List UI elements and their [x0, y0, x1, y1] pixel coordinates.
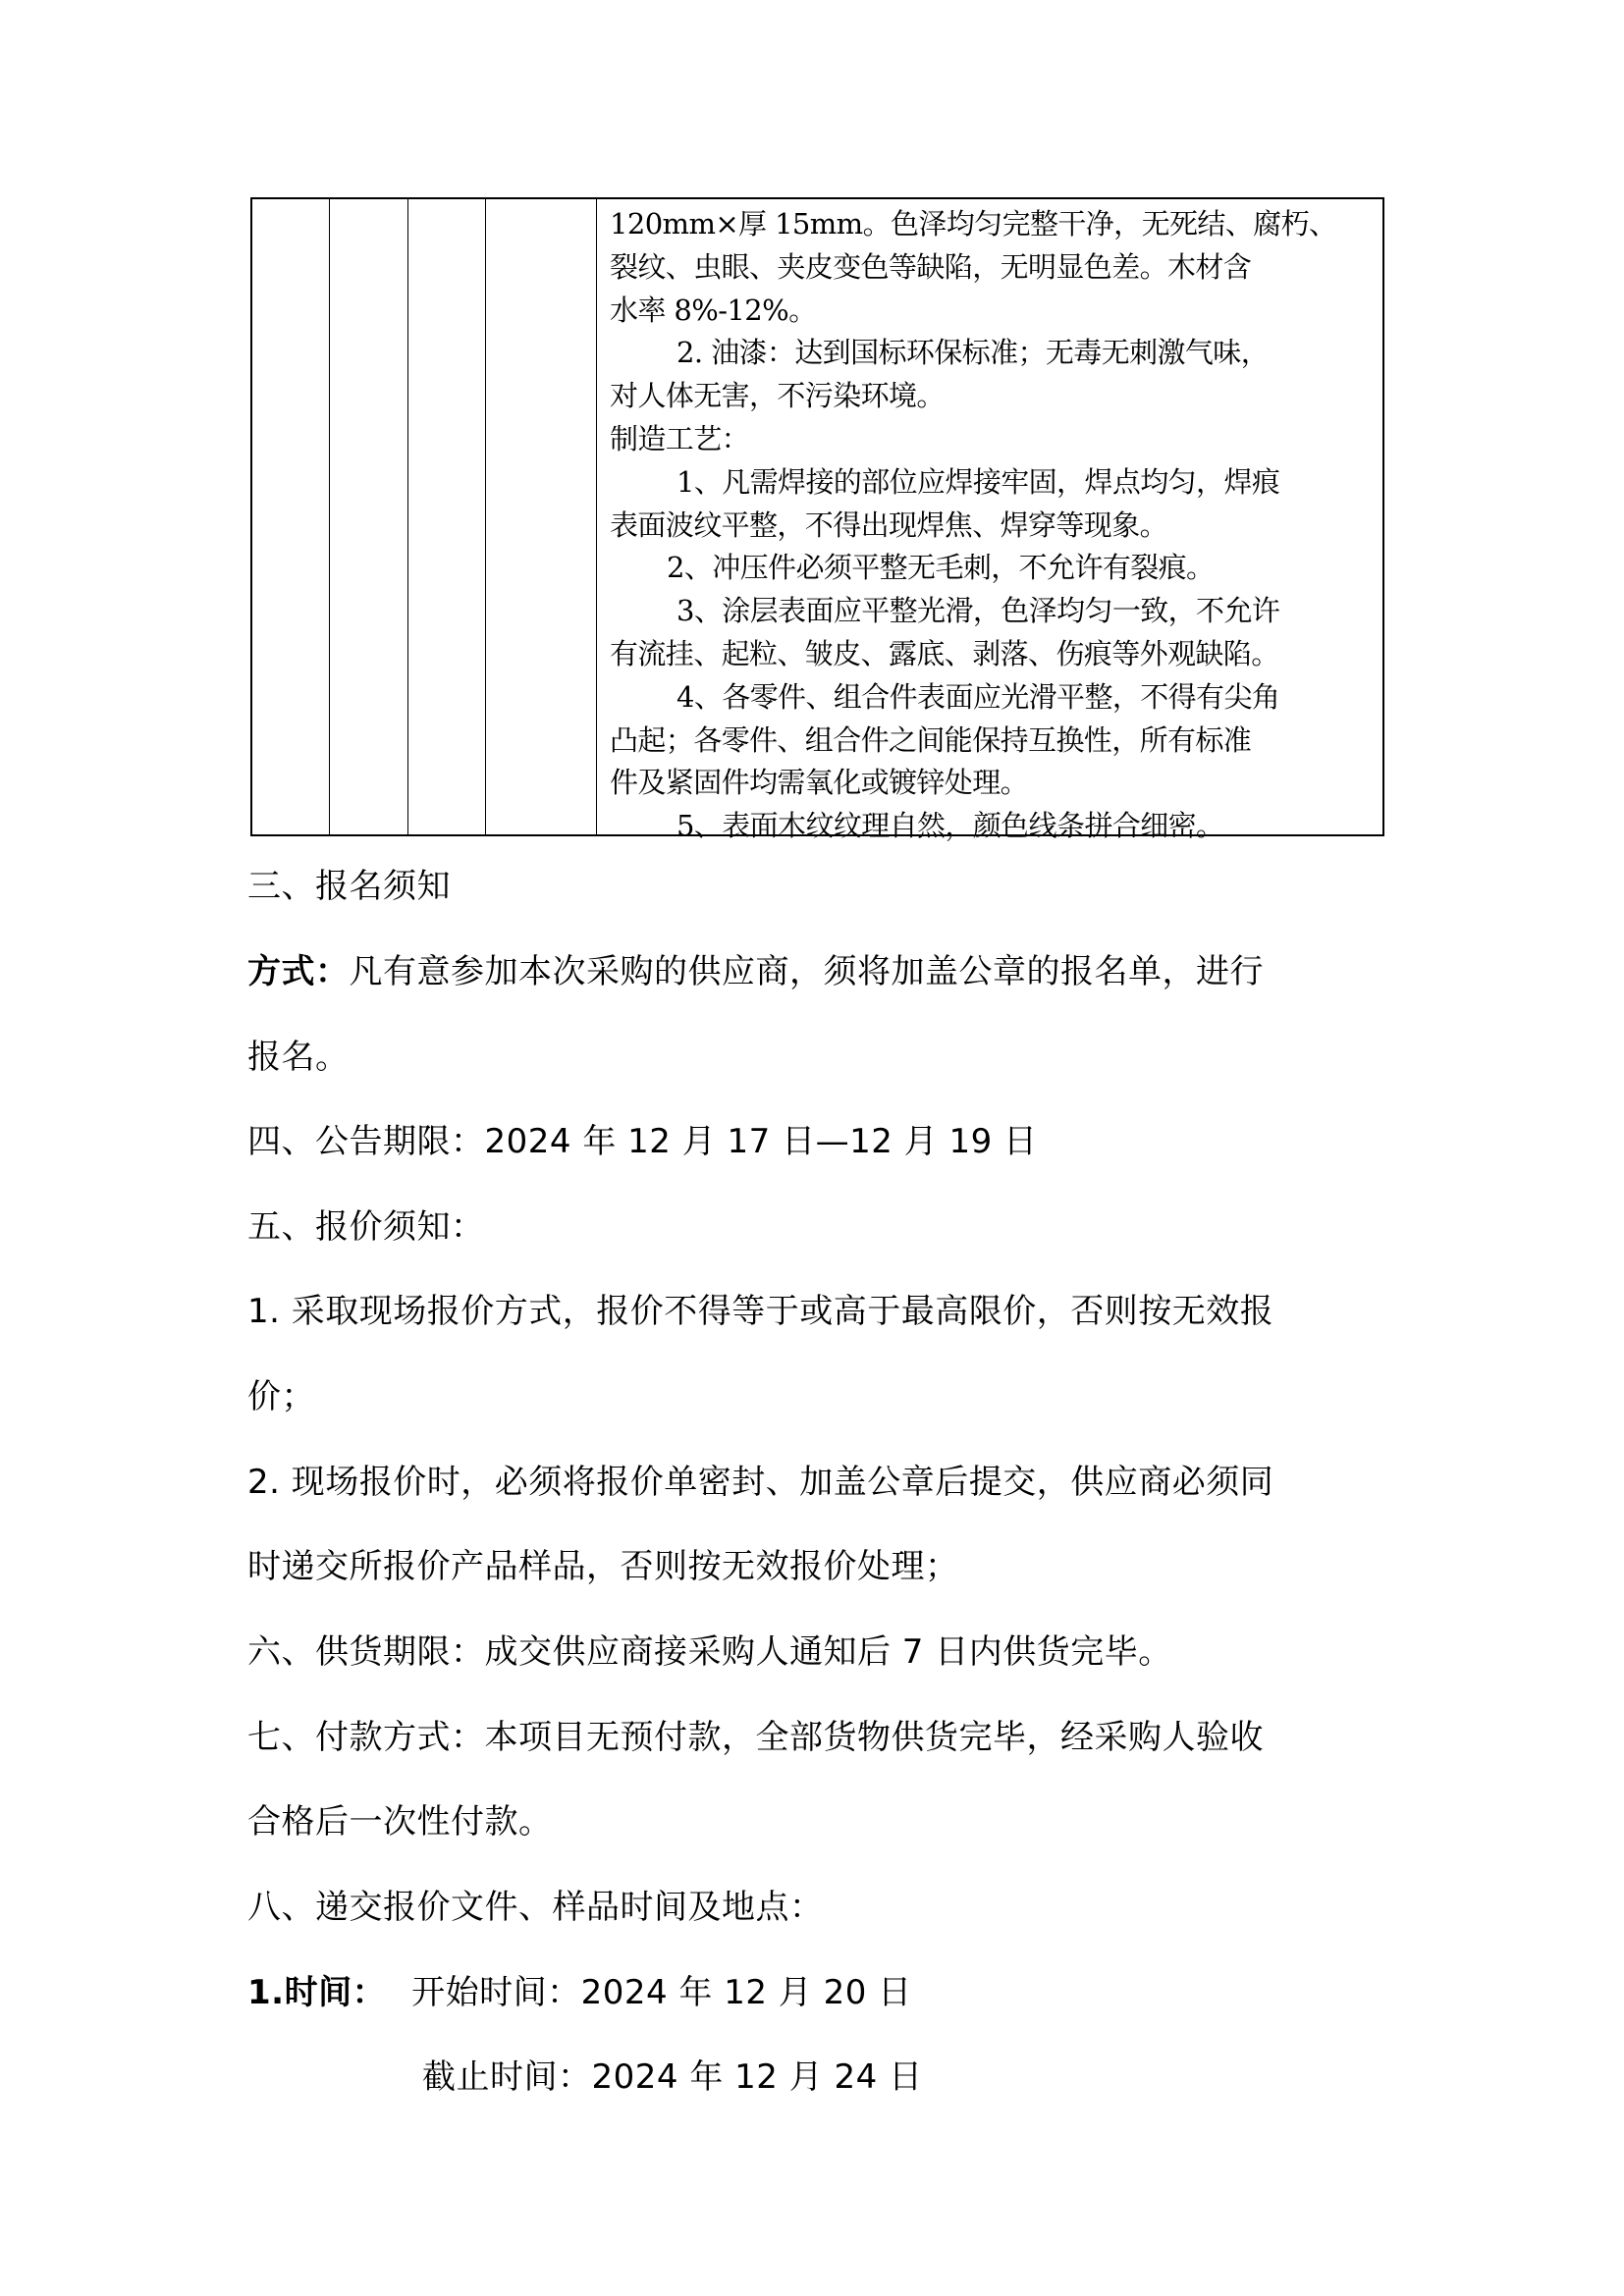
spec-line: 1、凡需焊接的部位应焊接牢固，焊点均匀，焊痕 [677, 464, 1280, 499]
section-7-payment-cont: 合格后一次性付款。 [247, 1802, 553, 1842]
section-8-time-end: 截止时间：2024 年 12 月 24 日 [422, 2057, 923, 2097]
section-3-method [247, 952, 1264, 991]
section-7-payment: 七、付款方式：本项目无预付款，全部货物供货完毕，经采购人验收 [247, 1718, 1264, 1757]
spec-line: 水率 8%-12%。 [610, 293, 817, 327]
section-5-item-1: 1. 采取现场报价方式，报价不得等于或高于最高限价，否则按无效报 [247, 1292, 1274, 1331]
spec-line: 制造工艺： [610, 421, 750, 455]
spec-line: 2. 油漆：达到国标环保标准；无毒无刺激气味， [677, 336, 1270, 370]
section-5-item-2: 2. 现场报价时，必须将报价单密封、加盖公章后提交，供应商必须同 [247, 1463, 1274, 1502]
table-cell-empty-2 [330, 199, 408, 834]
section-8-heading: 八、递交报价文件、样品时间及地点： [247, 1888, 824, 1927]
section-6-delivery-period: 六、供货期限：成交供应商接采购人通知后 7 日内供货完毕。 [247, 1632, 1172, 1672]
spec-line: 对人体无害，不污染环境。 [610, 379, 945, 413]
table-cell-specification [597, 199, 1382, 843]
spec-line: 4、各零件、组合件表面应光滑平整，不得有尖角 [677, 679, 1280, 714]
section-3-method-cont: 报名。 [247, 1038, 350, 1077]
table-cell-empty-1 [252, 199, 330, 834]
spec-line: 2、冲压件必须平整无毛刺，不允许有裂痕。 [667, 551, 1215, 585]
section-5-item-1-cont: 价； [247, 1377, 315, 1416]
start-time: 开始时间：2024 年 12 月 20 日 [411, 1973, 912, 2012]
spec-line: 3、涂层表面应平整光滑，色泽均匀一致，不允许 [677, 594, 1280, 628]
spec-line: 5、表面木纹纹理自然，颜色线条拼合细密。 [677, 809, 1224, 843]
method-text: 凡有意参加本次采购的供应商，须将加盖公章的报名单，进行 [349, 952, 1264, 991]
method-label: 方式： [247, 952, 350, 991]
spec-table [250, 197, 1384, 843]
table-cell-empty-4 [486, 199, 597, 834]
section-8-time-start [247, 1973, 912, 2012]
section-4-announcement-period: 四、公告期限：2024 年 12 月 17 日—12 月 19 日 [247, 1122, 1038, 1161]
table-cell-empty-3 [408, 199, 486, 834]
spec-line: 有流挂、起粒、皱皮、露底、剥落、伤痕等外观缺陷。 [610, 636, 1279, 670]
section-5-heading: 五、报价须知： [247, 1207, 485, 1247]
spec-line: 件及紧固件均需氧化或镀锌处理。 [610, 766, 1029, 800]
time-label: 1.时间： [247, 1973, 387, 2012]
spec-line: 裂纹、虫眼、夹皮变色等缺陷，无明显色差。木材含 [610, 249, 1252, 284]
spec-line: 凸起；各零件、组合件之间能保持互换性，所有标准 [610, 722, 1252, 757]
spec-line: 表面波纹平整，不得出现焊焦、焊穿等现象。 [610, 507, 1168, 542]
spec-line: 120mm×厚 15mm。色泽均匀完整干净，无死结、腐朽、 [610, 207, 1337, 240]
section-5-item-2-cont: 时递交所报价产品样品，否则按无效报价处理； [247, 1547, 959, 1586]
specification-text [610, 203, 1373, 848]
section-3-heading: 三、报名须知 [247, 867, 451, 906]
